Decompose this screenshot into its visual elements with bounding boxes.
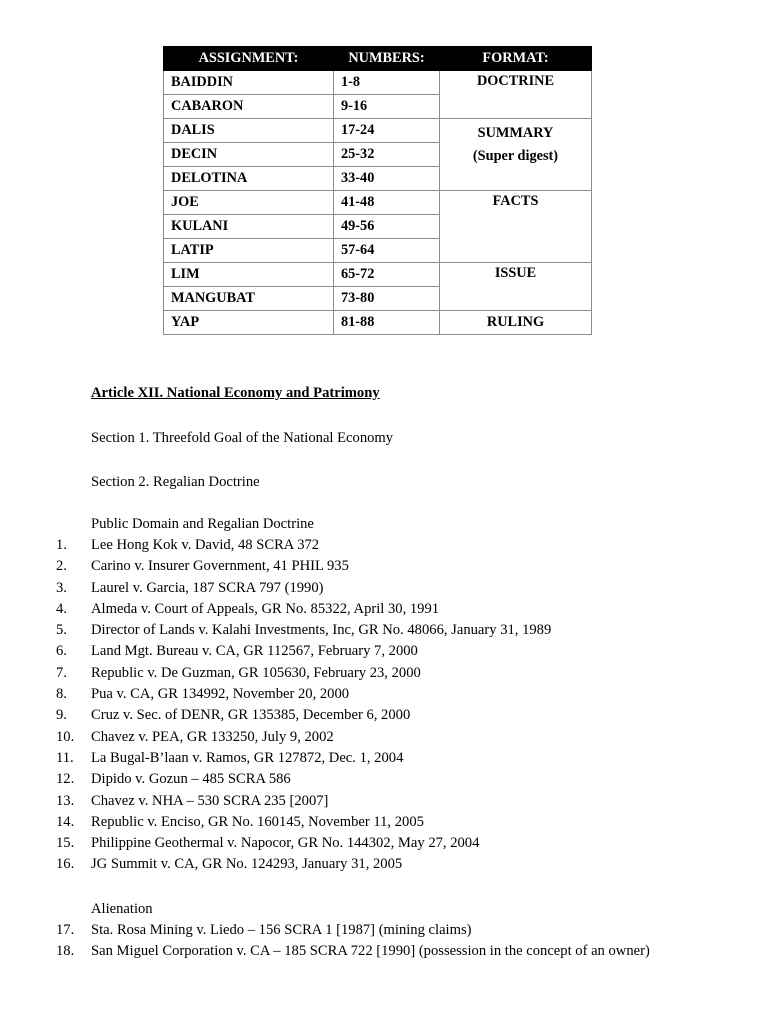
header-format: FORMAT: bbox=[440, 47, 592, 71]
article-heading: Article XII. National Economy and Patrimony bbox=[91, 385, 380, 401]
assignee-name: DALIS bbox=[164, 119, 334, 143]
assignment-table bbox=[163, 46, 592, 335]
format-facts: FACTS bbox=[440, 191, 592, 263]
format-summary-sub: (Super digest) bbox=[472, 148, 559, 164]
assignee-numbers: 73-80 bbox=[334, 287, 440, 311]
assignee-name: DECIN bbox=[164, 143, 334, 167]
assignee-numbers: 17-24 bbox=[334, 119, 440, 143]
case-item bbox=[56, 641, 551, 662]
assignee-numbers: 1-8 bbox=[334, 71, 440, 95]
assignee-numbers: 49-56 bbox=[334, 215, 440, 239]
assignee-name: JOE bbox=[164, 191, 334, 215]
case-number: 6. bbox=[56, 643, 67, 660]
case-item bbox=[56, 663, 551, 684]
case-number: 12. bbox=[56, 771, 75, 788]
assignee-numbers: 41-48 bbox=[334, 191, 440, 215]
case-item bbox=[56, 578, 551, 599]
case-number: 8. bbox=[56, 686, 67, 703]
assignment-table-header bbox=[164, 47, 592, 71]
case-number: 16. bbox=[56, 856, 75, 873]
case-citation: Cruz v. Sec. of DENR, GR 135385, December 6, 2000 bbox=[91, 707, 411, 724]
assignee-name: DELOTINA bbox=[164, 167, 334, 191]
assignee-name: BAIDDIN bbox=[164, 71, 334, 95]
header-assignment: ASSIGNMENT: bbox=[164, 47, 334, 71]
case-citation: Director of Lands v. Kalahi Investments, Inc, GR No. 48066, January 31, 1989 bbox=[91, 622, 552, 639]
case-number: 14. bbox=[56, 813, 75, 830]
header-numbers: NUMBERS: bbox=[334, 47, 440, 71]
assignee-name: MANGUBAT bbox=[164, 287, 334, 311]
case-item bbox=[56, 727, 551, 748]
case-citation: San Miguel Corporation v. CA – 185 SCRA 722 [1990] (possession in the concept of an owner) bbox=[91, 943, 650, 960]
case-number: 4. bbox=[56, 600, 67, 617]
case-citation: Laurel v. Garcia, 187 SCRA 797 (1990) bbox=[91, 579, 324, 596]
case-citation: Republic v. De Guzman, GR 105630, February 23, 2000 bbox=[91, 664, 421, 681]
table-row bbox=[164, 119, 592, 143]
public-domain-case-list bbox=[56, 535, 551, 876]
case-number: 2. bbox=[56, 558, 67, 575]
case-item bbox=[56, 854, 551, 875]
case-number: 3. bbox=[56, 579, 67, 596]
case-number: 15. bbox=[56, 835, 75, 852]
case-citation: JG Summit v. CA, GR No. 124293, January 31, 2005 bbox=[91, 856, 403, 873]
assignee-numbers: 65-72 bbox=[334, 263, 440, 287]
table-row bbox=[164, 311, 592, 335]
assignee-numbers: 33-40 bbox=[334, 167, 440, 191]
case-item bbox=[56, 941, 650, 962]
case-citation: Land Mgt. Bureau v. CA, GR 112567, February 7, 2000 bbox=[91, 643, 418, 660]
case-citation: Chavez v. PEA, GR 133250, July 9, 2002 bbox=[91, 728, 334, 745]
case-citation: Chavez v. NHA – 530 SCRA 235 [2007] bbox=[91, 792, 329, 809]
case-item bbox=[56, 833, 551, 854]
case-citation: La Bugal-B’laan v. Ramos, GR 127872, Dec. 1, 2004 bbox=[91, 749, 404, 766]
table-row bbox=[164, 71, 592, 95]
case-item bbox=[56, 599, 551, 620]
case-item bbox=[56, 620, 551, 641]
format-summary bbox=[440, 119, 592, 191]
case-item bbox=[56, 812, 551, 833]
case-item bbox=[56, 920, 650, 941]
table-row bbox=[164, 191, 592, 215]
case-number: 11. bbox=[56, 749, 74, 766]
case-citation: Carino v. Insurer Government, 41 PHIL 935 bbox=[91, 558, 349, 575]
format-doctrine: DOCTRINE bbox=[440, 71, 592, 119]
alienation-case-list bbox=[56, 920, 650, 963]
case-item bbox=[56, 556, 551, 577]
assignee-numbers: 9-16 bbox=[334, 95, 440, 119]
assignee-name: CABARON bbox=[164, 95, 334, 119]
assignee-name: YAP bbox=[164, 311, 334, 335]
case-number: 5. bbox=[56, 622, 67, 639]
case-number: 7. bbox=[56, 664, 67, 681]
case-number: 13. bbox=[56, 792, 75, 809]
case-number: 1. bbox=[56, 537, 67, 553]
case-item bbox=[56, 769, 551, 790]
case-item bbox=[56, 791, 551, 812]
case-citation: Sta. Rosa Mining v. Liedo – 156 SCRA 1 [1987] (mining claims) bbox=[91, 922, 472, 938]
case-citation: Philippine Geothermal v. Napocor, GR No. 144302, May 27, 2004 bbox=[91, 835, 480, 852]
assignee-numbers: 81-88 bbox=[334, 311, 440, 335]
assignee-name: LATIP bbox=[164, 239, 334, 263]
section-2-title: Section 2. Regalian Doctrine bbox=[91, 474, 260, 490]
case-item bbox=[56, 684, 551, 705]
alienation-title: Alienation bbox=[91, 901, 153, 917]
case-citation: Republic v. Enciso, GR No. 160145, November 11, 2005 bbox=[91, 813, 424, 830]
assignee-name: KULANI bbox=[164, 215, 334, 239]
case-citation: Dipido v. Gozun – 485 SCRA 586 bbox=[91, 771, 291, 788]
assignee-numbers: 25-32 bbox=[334, 143, 440, 167]
assignee-name: LIM bbox=[164, 263, 334, 287]
section-1-title: Section 1. Threefold Goal of the National Economy bbox=[91, 430, 394, 446]
format-issue: ISSUE bbox=[440, 263, 592, 311]
case-item bbox=[56, 748, 551, 769]
format-summary-label: SUMMARY bbox=[477, 125, 554, 141]
case-citation: Almeda v. Court of Appeals, GR No. 85322, April 30, 1991 bbox=[91, 600, 440, 617]
table-row bbox=[164, 263, 592, 287]
case-number: 9. bbox=[56, 707, 67, 724]
case-item bbox=[56, 705, 551, 726]
case-citation: Lee Hong Kok v. David, 48 SCRA 372 bbox=[91, 537, 320, 553]
case-item bbox=[56, 535, 551, 556]
format-ruling: RULING bbox=[440, 311, 592, 335]
case-citation: Pua v. CA, GR 134992, November 20, 2000 bbox=[91, 686, 350, 703]
public-domain-title: Public Domain and Regalian Doctrine bbox=[91, 516, 314, 532]
case-number: 10. bbox=[56, 728, 75, 745]
assignee-numbers: 57-64 bbox=[334, 239, 440, 263]
case-number: 17. bbox=[56, 922, 75, 938]
case-number: 18. bbox=[56, 943, 75, 960]
